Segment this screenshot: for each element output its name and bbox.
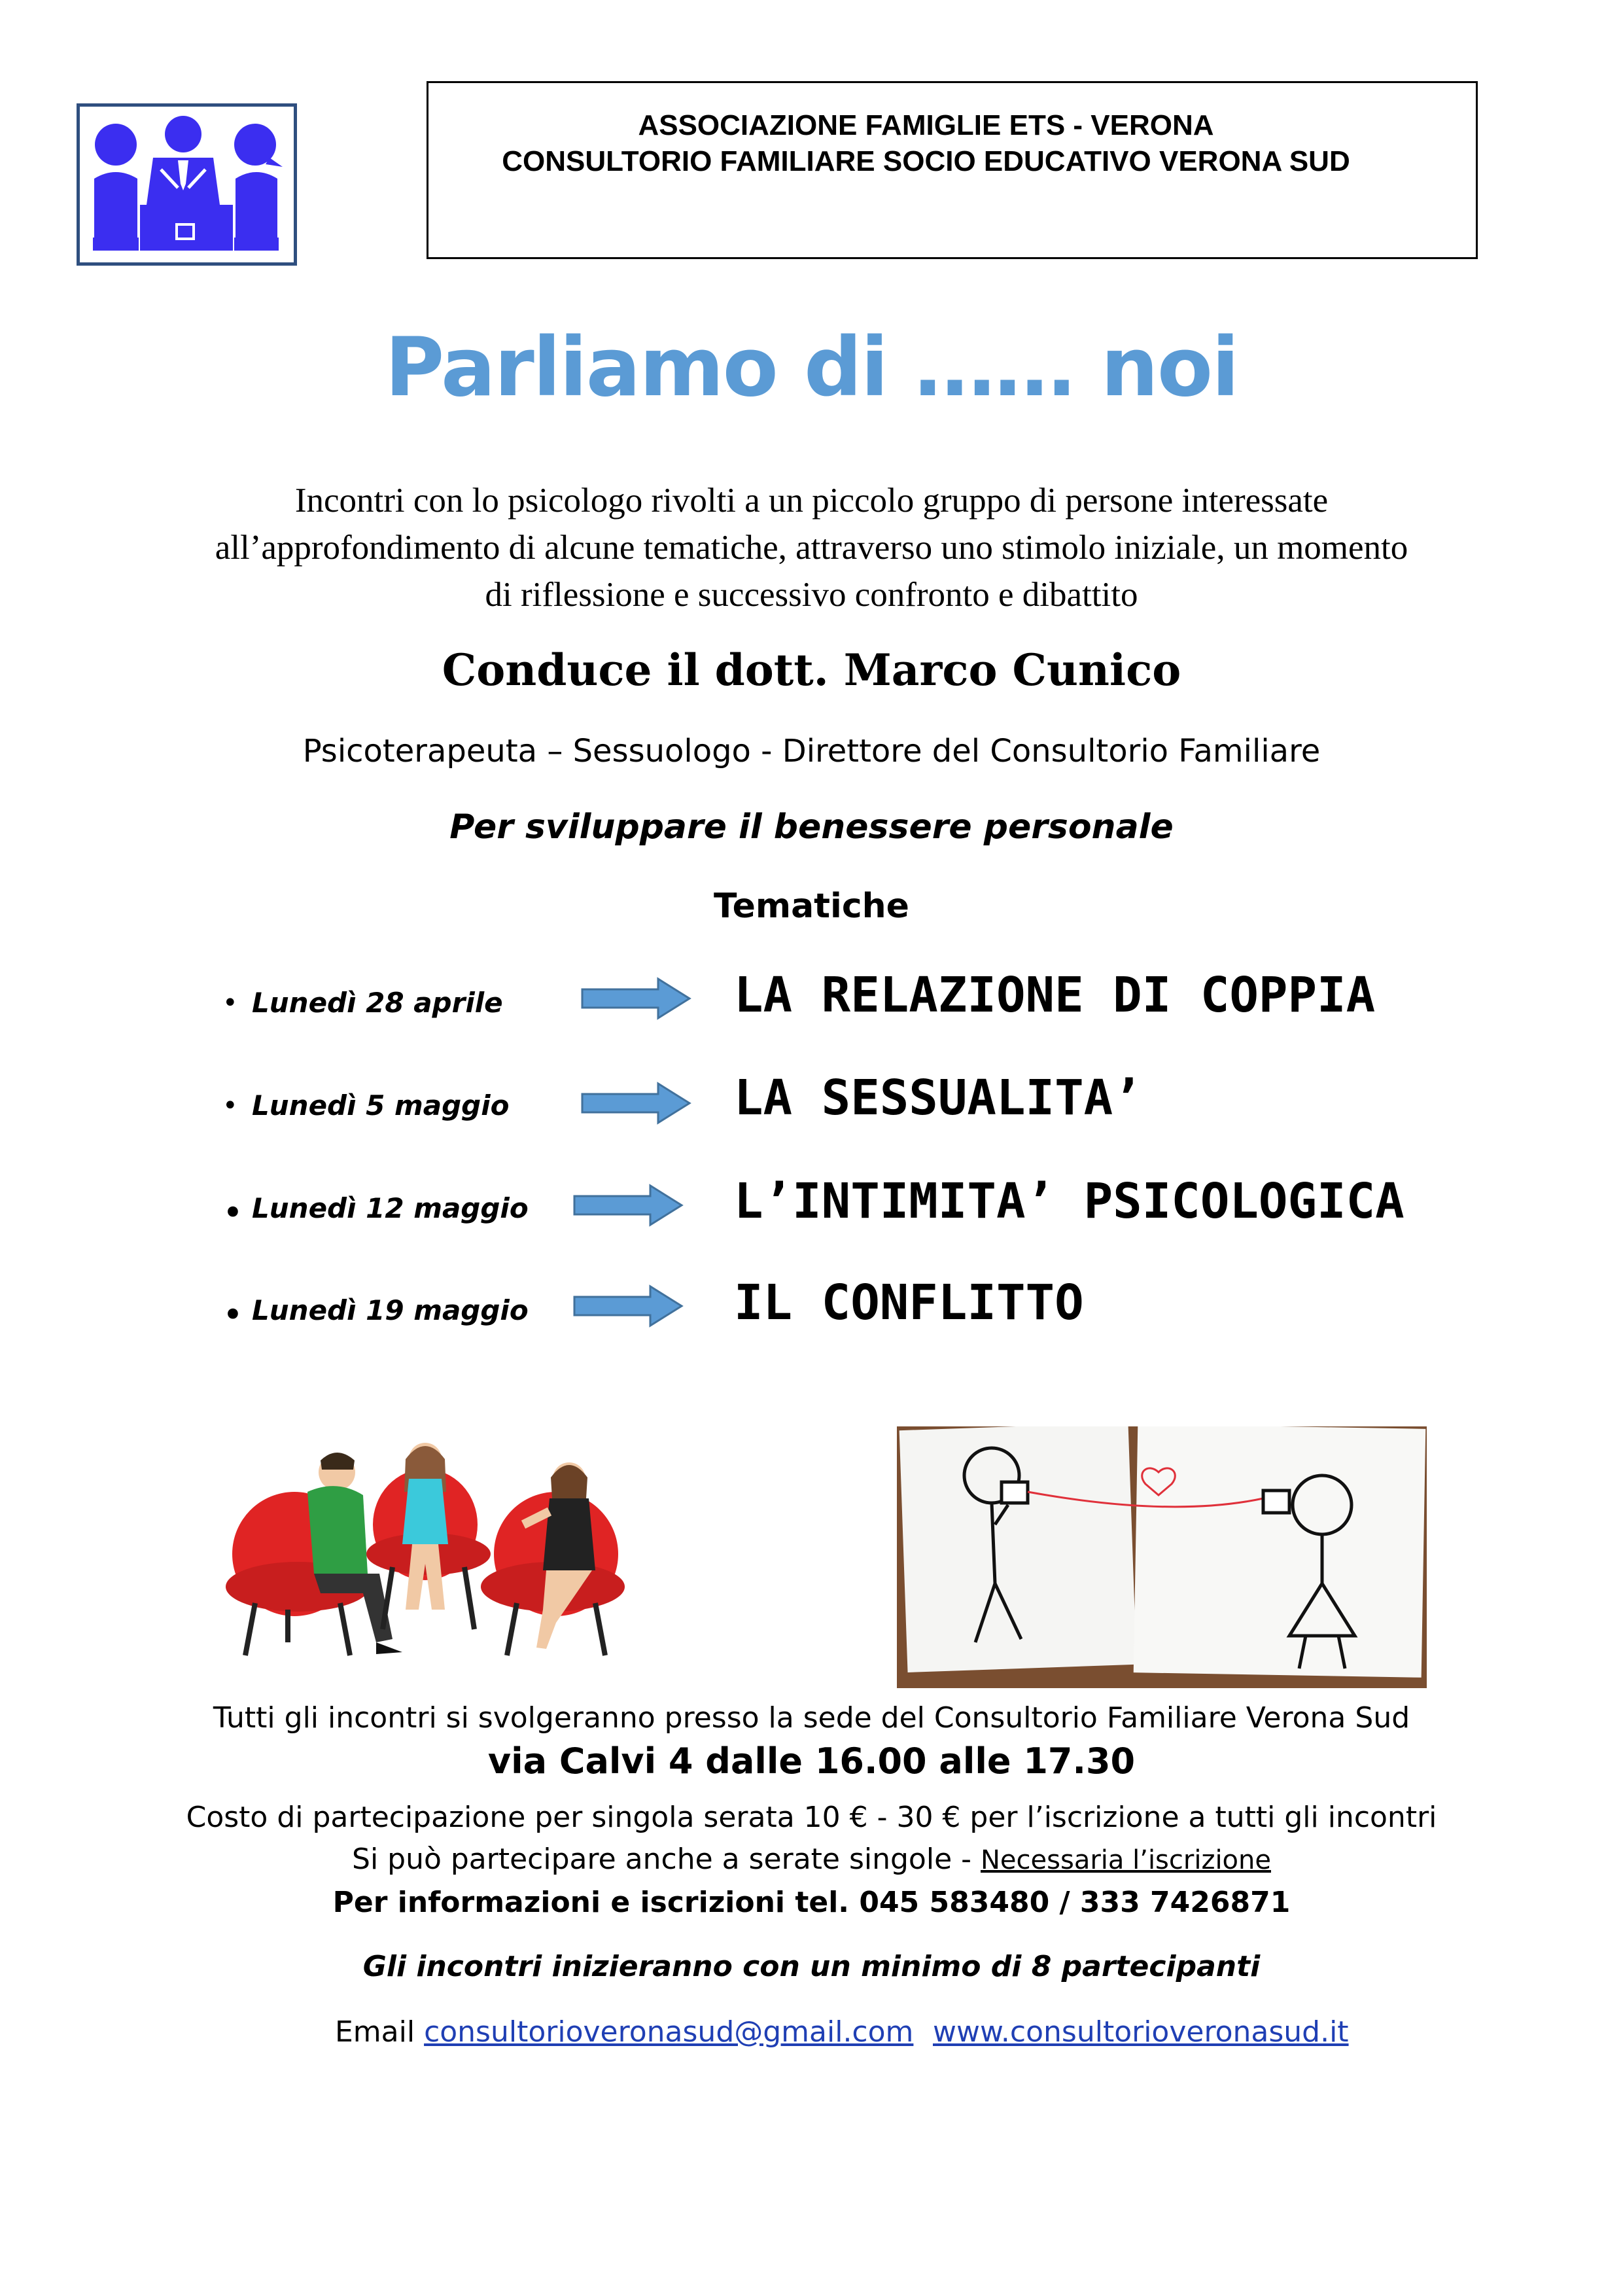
arrow-right-icon — [581, 1081, 692, 1125]
tagline: Per sviluppare il benessere personale — [449, 807, 1174, 847]
schedule-topic-4: IL CONFLITTO — [734, 1275, 1084, 1331]
bullet-icon: • — [222, 1091, 238, 1121]
arrow-right-icon — [573, 1183, 684, 1227]
info-cost: Costo di partecipazione per singola serata 10 € - 30 € per l’iscrizione a tutti gli incontri — [186, 1801, 1437, 1834]
info-single-prefix: Si può partecipare anche a serate singole - — [352, 1843, 981, 1876]
intro-line-2: all’approfondimento di alcune tematiche, attraverso uno stimolo iniziale, un momento — [215, 529, 1408, 567]
page-title: Parliamo di …… noi — [385, 321, 1238, 415]
arrow-right-icon — [581, 976, 692, 1021]
schedule-date-2: Lunedì 5 maggio — [252, 1089, 510, 1122]
schedule-topic-3: L’INTIMITA’ PSICOLOGICA — [734, 1173, 1405, 1229]
schedule-date-4: Lunedì 19 maggio — [252, 1294, 529, 1326]
arrow-right-icon — [573, 1284, 684, 1328]
themes-heading: Tematiche — [714, 887, 909, 926]
therapy-group-illustration — [216, 1413, 641, 1675]
info-address: via Calvi 4 dalle 16.00 alle 17.30 — [487, 1740, 1136, 1782]
bullet-icon: • — [222, 988, 238, 1018]
tin-can-phone-photo — [897, 1426, 1427, 1688]
intro-line-3: di riflessione e successivo confronto e dibattito — [485, 576, 1138, 614]
email-link[interactable]: consultorioveronasud@gmail.com — [424, 2015, 914, 2049]
email-label: Email — [335, 2015, 425, 2049]
bullet-icon: • — [222, 1192, 243, 1233]
info-minimum-participants: Gli incontri inizieranno con un minimo di 8 partecipanti — [362, 1950, 1261, 1983]
schedule-date-3: Lunedì 12 maggio — [252, 1192, 529, 1224]
association-name: ASSOCIAZIONE FAMIGLIE ETS - VERONA — [638, 109, 1214, 141]
conductor-name: Conduce il dott. Marco Cunico — [442, 645, 1181, 696]
schedule-topic-2: LA SESSUALITA’ — [734, 1070, 1142, 1126]
family-counseling-logo-icon — [80, 107, 294, 262]
conductor-role: Psicoterapeuta – Sessuologo - Direttore del Consultorio Familiare — [302, 733, 1321, 769]
schedule-date-1: Lunedì 28 aprile — [252, 987, 503, 1019]
bullet-icon: • — [222, 1294, 243, 1335]
header-box — [427, 81, 1478, 259]
email-line — [335, 2015, 913, 2049]
schedule-topic-1: LA RELAZIONE DI COPPIA — [734, 967, 1376, 1023]
consultorio-name: CONSULTORIO FAMILIARE SOCIO EDUCATIVO VERONA SUD — [502, 145, 1350, 177]
registration-note: Necessaria l’iscrizione — [981, 1845, 1271, 1875]
intro-line-1: Incontri con lo psicologo rivolti a un piccolo gruppo di persone interessate — [294, 482, 1329, 520]
info-contacts: Per informazioni e iscrizioni tel. 045 583480 / 333 7426871 — [332, 1886, 1291, 1919]
association-logo — [77, 103, 297, 266]
info-single-evenings — [0, 1843, 1623, 1876]
info-place: Tutti gli incontri si svolgeranno presso la sede del Consultorio Familiare Verona Sud — [213, 1701, 1410, 1735]
website-link[interactable]: www.consultorioveronasud.it — [933, 2015, 1349, 2049]
